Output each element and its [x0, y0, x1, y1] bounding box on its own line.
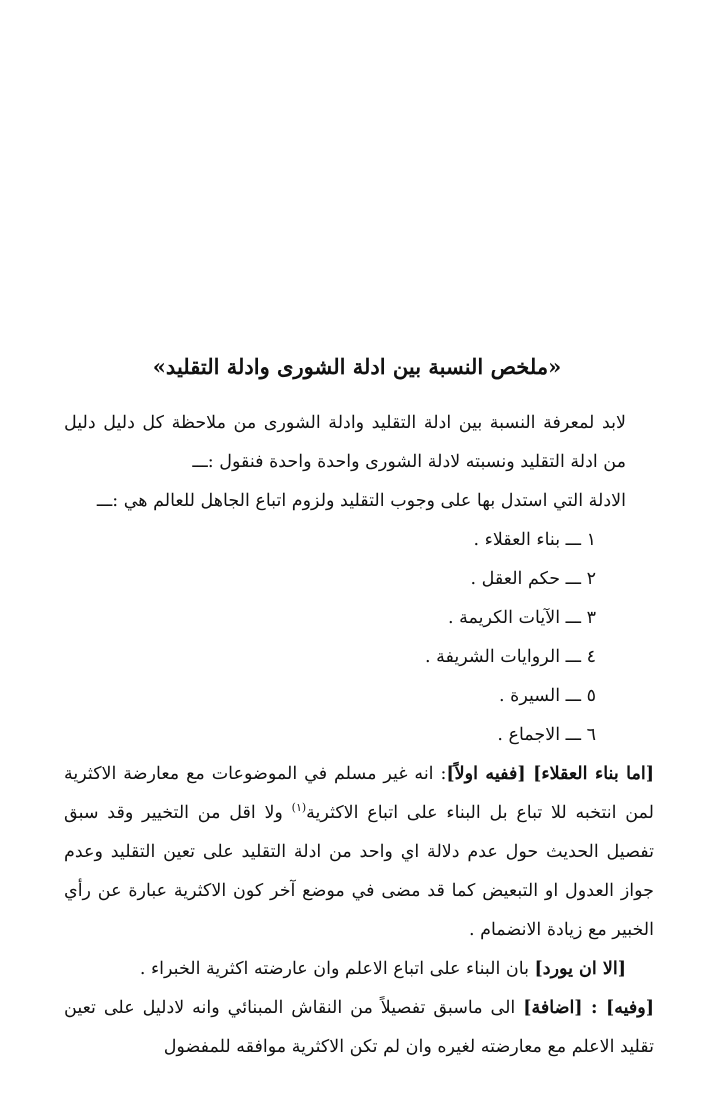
- evidence-intro-paragraph: الادلة التي استدل بها على وجوب التقليد ولزوم اتباع الجاهل للعالم هي :ـــ: [96, 491, 626, 511]
- evidence-list: [64, 521, 654, 755]
- list-item: ٥ ـــ السيرة .: [499, 686, 596, 706]
- paragraph-text: ولا اقل من التخيير وقد سبق تفصيل الحديث حول عدم دلالة اي واحد من ادلة التقليد على تعين التقليد وعدم جواز العدول او التبعيض كما قد مضى في موضع آخر كون الاكثرية عبارة عن رأي الخبير مع زيادة الانضمام .: [64, 803, 654, 940]
- list-item: ١ ـــ بناء العقلاء .: [473, 530, 596, 550]
- paragraph-text: بان البناء على اتباع الاعلم وان عارضته اكثرية الخبراء .: [139, 959, 535, 979]
- paragraph-lead: [الا ان يورد]: [534, 959, 626, 979]
- page-title: «ملخص النسبة بين ادلة الشورى وادلة التقليد»: [152, 354, 562, 379]
- list-item: ٤ ـــ الروايات الشريفة .: [424, 647, 596, 667]
- paragraph-reasonable-people: [64, 755, 654, 950]
- document-body: [64, 404, 654, 1067]
- paragraph-lead: [وفيه] : [اضافة]: [523, 998, 654, 1018]
- list-item: ٢ ـــ حكم العقل .: [470, 569, 596, 589]
- paragraph-lead: [اما بناء العقلاء] [ففيه اولاً]: [446, 764, 655, 784]
- paragraph-text: : انه غير مسلم في الموضوعات مع معارضة الاكثرية لمن انتخبه للا تباع بل البناء على اتباع الاكثرية: [64, 764, 655, 823]
- paragraph-text: الى ماسبق تفصيلاً من النقاش المبنائي وانه لادليل على تعين تقليد الاعلم مع معارضته لغيره وان لم تكن الاكثرية موافقه للمفضول: [64, 998, 654, 1057]
- paragraph-objection: [64, 950, 654, 989]
- list-item: ٦ ـــ الاجماع .: [497, 725, 596, 745]
- footnote-marker: (١): [291, 801, 307, 815]
- paragraph-response: [64, 989, 654, 1067]
- list-item: ٣ ـــ الآيات الكريمة .: [447, 608, 596, 628]
- intro-paragraph: لابد لمعرفة النسبة بين ادلة التقليد وادلة الشورى من ملاحظة كل دليل دليل من ادلة التقليد ونسبته لادلة الشورى واحدة واحدة فنقول :ـــ: [64, 413, 626, 472]
